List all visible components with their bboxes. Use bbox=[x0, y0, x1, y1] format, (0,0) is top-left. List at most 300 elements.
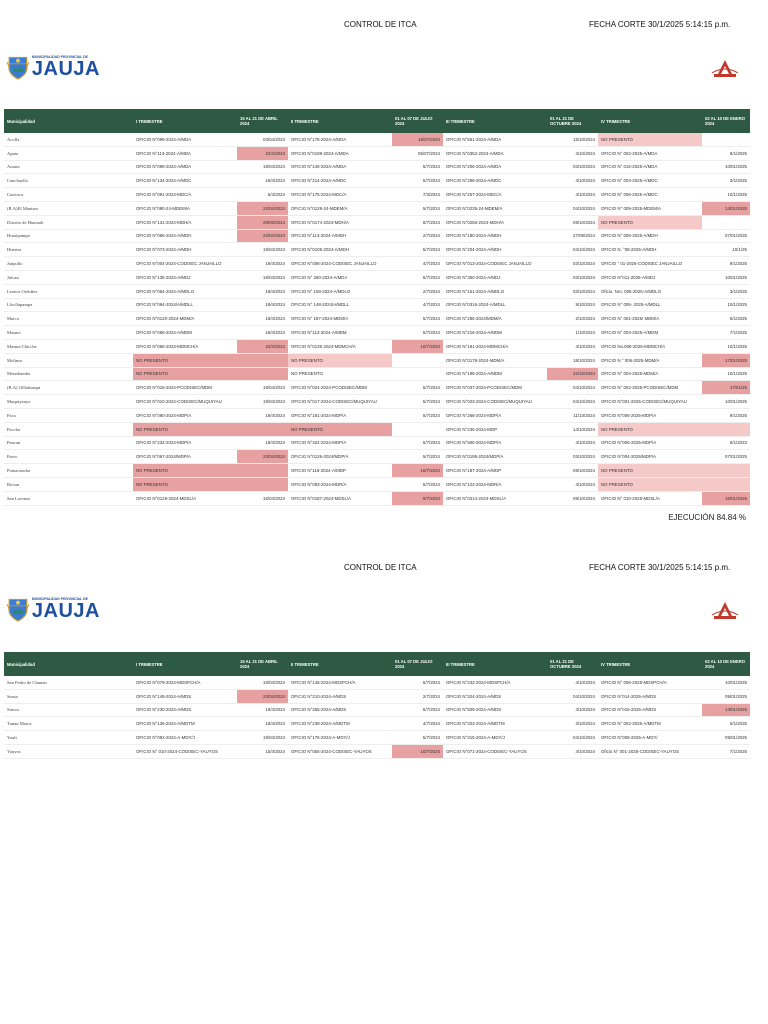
municipalidad-cell: Paccha bbox=[4, 422, 133, 436]
date-cell bbox=[392, 353, 443, 367]
table-row bbox=[4, 353, 750, 367]
oficio-cell: OFICIO N°011-2025-A/MDJ bbox=[598, 270, 702, 284]
oficio-cell: OFICIO N°073-2024-A/MDH bbox=[133, 243, 237, 257]
oficio-cell: NO PRESENTO bbox=[598, 464, 702, 478]
date-cell: 19/04/2024 bbox=[237, 381, 288, 395]
oficio-cell: OFICIO N ° 006-2025-MDM/A bbox=[598, 353, 702, 367]
municipalidad-cell: Parco bbox=[4, 450, 133, 464]
oficio-cell: OFICIO N°175-2024-MDC/A bbox=[288, 188, 392, 202]
date-cell: 3/10/2024 bbox=[547, 717, 598, 731]
logo-subtitle: MUNICIPALIDAD PROVINCIAL DE bbox=[31, 597, 88, 601]
oficio-cell: OFICIO N°191-2024-MDMCH/A bbox=[443, 339, 547, 353]
oficio-cell: OFICIO N° 010-2024-CODISEC-YAUYOS bbox=[133, 744, 237, 758]
oficio-cell: OFICIO N°198-2024-A/MDM bbox=[443, 367, 547, 381]
oficio-cell: OFICIO N° 005-2025-A/MDH bbox=[598, 229, 702, 243]
col-t1: I TRIMESTRE bbox=[133, 652, 237, 676]
date-cell bbox=[702, 477, 750, 491]
date-cell: 19/04/2024 bbox=[237, 731, 288, 745]
oficio-cell: OFICIO N°509-2024-A/MDS bbox=[443, 703, 547, 717]
oficio-cell: NO PRESENTO bbox=[133, 464, 237, 478]
logo-text: JAUJA bbox=[31, 600, 100, 622]
date-cell: 4/7/2024 bbox=[392, 717, 443, 731]
table-row bbox=[4, 160, 750, 174]
seal-icon bbox=[708, 56, 742, 80]
logo-text: JAUJA bbox=[31, 58, 100, 80]
date-cell: 19/4/2024 bbox=[237, 257, 288, 271]
oficio-cell: OFICIO N°067-2024/MDP/A bbox=[133, 450, 237, 464]
date-cell: 16/07/2024 bbox=[392, 133, 443, 146]
date-cell: 14/10/2024 bbox=[547, 422, 598, 436]
oficio-cell: OFICIO N°0256-2024-MDH/A bbox=[443, 215, 547, 229]
oficio-cell: OFICIO N°324-2024-A/MDS bbox=[443, 689, 547, 703]
table-row bbox=[4, 243, 750, 257]
oficio-cell: OFICIO N°004-2025/MDP/A bbox=[598, 450, 702, 464]
oficio-cell: OFICIO N°113-2024-A/MDM bbox=[288, 326, 392, 340]
col-t2: II TRIMESTRE bbox=[288, 109, 392, 133]
date-cell: 04/10/2024 bbox=[547, 731, 598, 745]
date-cell: 14/01/2025 bbox=[702, 201, 750, 215]
oficio-cell: OFICIO N° 002-2025-A/MDA bbox=[598, 146, 702, 160]
date-cell: 19/4/2024 bbox=[237, 312, 288, 326]
municipalidad-cell: San Pedro de Chunan bbox=[4, 676, 133, 689]
col-d1: 15 AL 21 DE ABRIL 2024 bbox=[237, 652, 288, 676]
jauja-logo-2 bbox=[6, 592, 100, 626]
date-cell: 16/04/2024 bbox=[237, 491, 288, 505]
col-t1: I TRIMESTRE bbox=[133, 109, 237, 133]
oficio-cell: OFICIO N° 003-2025-A/MDC bbox=[598, 174, 702, 188]
oficio-cell: OFICIO N°094-2024/A/MDLL bbox=[133, 298, 237, 312]
date-cell: 5/7/2024 bbox=[392, 676, 443, 689]
date-cell: 5/7/2024 bbox=[392, 381, 443, 395]
date-cell: 09/01/2025 bbox=[702, 731, 750, 745]
oficio-cell: OFICIO N°014-2025-A/MDS bbox=[598, 689, 702, 703]
date-cell: 2/7/2024 bbox=[392, 229, 443, 243]
date-cell: 18/10/2024 bbox=[547, 353, 598, 367]
date-cell bbox=[237, 422, 288, 436]
oficio-cell: NO PRESENTO bbox=[598, 422, 702, 436]
municipalidad-cell: Distrito de Huamali bbox=[4, 215, 133, 229]
municipalidad-cell: Ataura bbox=[4, 160, 133, 174]
oficio-cell: OFICIO N°204-2024-A/MDH bbox=[443, 243, 547, 257]
col-t4: IV TRIMESTRE bbox=[598, 652, 702, 676]
oficio-cell: OFICIO N° 004-2025-MDM/A bbox=[598, 367, 702, 381]
oficio-cell: OFICIO N°180-2024-A/MDH bbox=[443, 229, 547, 243]
oficio-cell: OFICIO N°350-2024-A/MDJ bbox=[443, 270, 547, 284]
date-cell: 8/7/2024 bbox=[392, 215, 443, 229]
oficio-cell: OFICIO N°134-2024-A/MDC bbox=[133, 174, 237, 188]
municipalidad-cell: Canchayllo bbox=[4, 174, 133, 188]
table-row bbox=[4, 491, 750, 505]
municipalidad-cell: Masma bbox=[4, 326, 133, 340]
oficio-cell: OFICIO N°230-2024-A/MDS bbox=[133, 703, 237, 717]
table-row bbox=[4, 450, 750, 464]
date-cell bbox=[702, 215, 750, 229]
oficio-cell: OFICIO N° 187-2024-MDM/A bbox=[288, 312, 392, 326]
date-cell: 4/10/2024 bbox=[547, 744, 598, 758]
oficio-cell: OFICIO N°210-2024-A/MDS bbox=[288, 689, 392, 703]
oficio-cell: OFICIO N°161-2024-MDP/A bbox=[288, 408, 392, 422]
col-t4: IV TRIMESTRE bbox=[598, 109, 702, 133]
date-cell bbox=[237, 353, 288, 367]
oficio-cell: OFICIO N°214-2024-A/MDC bbox=[288, 174, 392, 188]
oficio-cell: OFICIO N°551-2024-A/MDA bbox=[443, 133, 547, 146]
date-cell: 9/10/2024 bbox=[547, 298, 598, 312]
date-cell: 04/10/2024 bbox=[547, 395, 598, 409]
date-cell: 4/7/2024 bbox=[392, 257, 443, 271]
date-cell: 4/10/2024 bbox=[547, 339, 598, 353]
oficio-cell: OFICIO N°013-2024-CODISEC JANJAILLO bbox=[443, 257, 547, 271]
municipalidad-cell: (B.A)El Mantaro bbox=[4, 201, 133, 215]
oficio-cell: OFICIO N° 148-2024/A/MDLL bbox=[288, 298, 392, 312]
date-cell: 19/4/2024 bbox=[237, 284, 288, 298]
date-cell: 5/7/2024 bbox=[392, 201, 443, 215]
table-row bbox=[4, 174, 750, 188]
table-row bbox=[4, 339, 750, 353]
execution-percentage: EJECUCIÓN 84.84 % bbox=[668, 513, 746, 522]
date-cell: 4/10/2024 bbox=[547, 703, 598, 717]
oficio-cell: OFICIO N°015-2025-A/MDS bbox=[598, 703, 702, 717]
oficio-cell: OFICIO N°055-2024-CODISEC-YAUYOS bbox=[288, 744, 392, 758]
col-t3: III TRIMESTRE bbox=[443, 109, 547, 133]
oficio-cell: OFICIO N°024-2024-PCODISEC/MDM bbox=[288, 381, 392, 395]
oficio-cell: OFICIO N°0235-24-MDEM/A bbox=[443, 201, 547, 215]
date-cell: 04/10/2024 bbox=[547, 381, 598, 395]
itca-table-page1 bbox=[4, 109, 750, 506]
date-cell: 16/01/2025 bbox=[702, 491, 750, 505]
date-cell: 10/01/2025 bbox=[702, 160, 750, 174]
date-cell: 19/4/2024 bbox=[237, 703, 288, 717]
oficio-cell: OFICIO N°118-2024-A/MDP bbox=[288, 464, 392, 478]
table-row bbox=[4, 408, 750, 422]
table-row bbox=[4, 717, 750, 731]
oficio-cell: Oficio. Nro. 005-2025-A/MDLO bbox=[598, 284, 702, 298]
oficio-cell: OFICIO N°0195-2024/MDP/A bbox=[443, 450, 547, 464]
date-cell: 5/7/2024 bbox=[392, 243, 443, 257]
date-cell bbox=[237, 367, 288, 381]
municipalidad-cell: Curicaca bbox=[4, 188, 133, 202]
table-row bbox=[4, 367, 750, 381]
date-cell: 15/10/2024 bbox=[547, 133, 598, 146]
municipalidad-cell: Apata bbox=[4, 146, 133, 160]
logo-subtitle: MUNICIPALIDAD PROVINCIAL DE bbox=[31, 55, 88, 59]
date-cell: 10/1/2025 bbox=[702, 298, 750, 312]
date-cell: 03/04/2024 bbox=[237, 133, 288, 146]
oficio-cell: OFICIO N°175-2024-A/MDA bbox=[288, 133, 392, 146]
table-row bbox=[4, 395, 750, 409]
municipalidad-cell: Julcan bbox=[4, 270, 133, 284]
date-cell: 09/10/2024 bbox=[547, 491, 598, 505]
date-cell: 5/7/2024 bbox=[392, 408, 443, 422]
date-cell: 5/4/2024 bbox=[237, 188, 288, 202]
date-cell: 23/04/2024 bbox=[237, 689, 288, 703]
oficio-cell: NO PRESENTO bbox=[598, 477, 702, 491]
date-cell: 04/10/2024 bbox=[547, 201, 598, 215]
date-cell: 23/04/2024 bbox=[237, 450, 288, 464]
oficio-cell: OFICIO N°355-2024-A/MDS bbox=[288, 703, 392, 717]
date-cell: 04/10/2024 bbox=[547, 689, 598, 703]
itca-table-page2 bbox=[4, 652, 750, 759]
oficio-cell: OFICIO N° 006-2025-A/MDC bbox=[598, 188, 702, 202]
table-row bbox=[4, 381, 750, 395]
oficio-cell: OFICIO N°023-2024-CODISEC/MUQUIYAU bbox=[443, 395, 547, 409]
date-cell: 04/10/2024 bbox=[547, 243, 598, 257]
date-cell bbox=[702, 133, 750, 146]
oficio-cell: OFICIO N° 006- 2025-A/MDLL bbox=[598, 298, 702, 312]
oficio-cell: OFICIO N°0135-2024-MDMCH/A bbox=[288, 339, 392, 353]
col-d3: 01 AL 21 DE OCTUBRE 2024 bbox=[547, 652, 598, 676]
table-header-row bbox=[4, 109, 750, 133]
oficio-cell: OFICIO N°267-2024-MDC/A bbox=[443, 188, 547, 202]
date-cell: 05/07/2024 bbox=[392, 146, 443, 160]
date-cell: 6/1/2023 bbox=[702, 436, 750, 450]
oficio-cell: OFICIO No.006-2025-MDMCH/A bbox=[598, 339, 702, 353]
municipalidad-cell: Leonor Ordoñez bbox=[4, 284, 133, 298]
oficio-cell: NO PRESENTO bbox=[288, 367, 392, 381]
oficio-cell: NO PRESENTO bbox=[288, 353, 392, 367]
table-row bbox=[4, 229, 750, 243]
jauja-logo bbox=[6, 50, 100, 84]
oficio-cell: OFICIO N°0174-2024-MDH/A bbox=[288, 215, 392, 229]
date-cell: 18/4/2024 bbox=[237, 326, 288, 340]
col-d2: 01 AL 07 DE JULIO 2024 bbox=[392, 109, 443, 133]
oficio-cell: OFICIO N°146-2024-A/MDA bbox=[288, 160, 392, 174]
date-cell: 09/10/2024 bbox=[547, 215, 598, 229]
date-cell: 10/7/2024 bbox=[392, 744, 443, 758]
date-cell bbox=[392, 422, 443, 436]
oficio-cell: OFICIO N° 001-2025/ MDM/A bbox=[598, 312, 702, 326]
coat-of-arms-icon bbox=[6, 51, 30, 83]
date-cell: 03/10/2024 bbox=[547, 450, 598, 464]
municipalidad-cell: Sincos bbox=[4, 703, 133, 717]
table-row bbox=[4, 676, 750, 689]
oficio-cell: OFICIO N°091-2024-MDC/A bbox=[133, 188, 237, 202]
oficio-cell: OFICIO N°015-2024-PCODISEC/MDM bbox=[133, 381, 237, 395]
municipalidad-cell: Marco bbox=[4, 312, 133, 326]
oficio-cell: OFICIO N°099-2024-A/MDA bbox=[133, 133, 237, 146]
oficio-cell: OFICIO N°123-2024-MDR/A bbox=[443, 477, 547, 491]
seal-icon bbox=[708, 598, 742, 622]
date-cell: 5/7/2024 bbox=[392, 731, 443, 745]
date-cell: 4/10/2024 bbox=[547, 188, 598, 202]
oficio-cell: NO PRESENTO bbox=[133, 367, 237, 381]
date-cell: 18/4/2024 bbox=[237, 717, 288, 731]
municipalidad-cell: Paca bbox=[4, 408, 133, 422]
table-row bbox=[4, 689, 750, 703]
col-municipalidad: Municipalidad bbox=[4, 109, 133, 133]
municipalidad-cell: Janjaillo bbox=[4, 257, 133, 271]
date-cell: 9/1/2025 bbox=[702, 408, 750, 422]
date-cell: 15/4/2024 bbox=[237, 744, 288, 758]
oficio-cell: OFICIO N°135-2024-A/MDJ bbox=[133, 270, 237, 284]
table-row bbox=[4, 188, 750, 202]
date-cell: 10/1/2025 bbox=[702, 367, 750, 381]
date-cell: 22/04/2024 bbox=[237, 201, 288, 215]
table-row bbox=[4, 312, 750, 326]
oficio-cell: OFICIO N°232-2024-MDP/A bbox=[133, 436, 237, 450]
col-d4: 02 AL 10 DE ENERO 2024 bbox=[702, 109, 750, 133]
oficio-cell: OFICIO N°080-2024-MDP/A bbox=[133, 408, 237, 422]
date-cell: 4/10/2024 bbox=[547, 477, 598, 491]
date-cell: 10/7/2024 bbox=[392, 339, 443, 353]
oficio-cell: OFICIO N°113-2024-A/MDA bbox=[133, 146, 237, 160]
date-cell: 4/10/2024 bbox=[547, 174, 598, 188]
date-cell: 9/7/2024 bbox=[392, 491, 443, 505]
oficio-cell: OFICIO N°092-2024-A-MDY/J bbox=[133, 731, 237, 745]
date-cell: 19/04/2024 bbox=[237, 270, 288, 284]
table-row bbox=[4, 270, 750, 284]
date-cell: 2/7/2024 bbox=[392, 689, 443, 703]
oficio-cell: OFICIO N° 108-2024-A/MDLO bbox=[288, 284, 392, 298]
table-row bbox=[4, 133, 750, 146]
date-cell bbox=[392, 367, 443, 381]
oficio-cell: Oficio N° 001-2025-CODISEC-YAUYOS bbox=[598, 744, 702, 758]
oficio-cell: OFICIO N°080-24-MDEM/A bbox=[133, 201, 237, 215]
date-cell: 17/01/25 bbox=[702, 381, 750, 395]
oficio-cell: OFICIO N. °08-2025-A/MDH bbox=[598, 243, 702, 257]
date-cell: 22/04/2024 bbox=[237, 229, 288, 243]
date-cell: 5/7/2024 bbox=[392, 450, 443, 464]
municipalidad-cell: Monobamba bbox=[4, 367, 133, 381]
date-cell: 4/10/2024 bbox=[547, 676, 598, 689]
date-cell: 09/01/2025 bbox=[702, 689, 750, 703]
date-cell: 7/1/2025 bbox=[702, 744, 750, 758]
oficio-cell: OFICIO N°006-2025-MDP/A bbox=[598, 436, 702, 450]
date-cell: 2/7/2024 bbox=[392, 284, 443, 298]
date-cell: 3/1/2025 bbox=[702, 284, 750, 298]
date-cell: 27/09/2024 bbox=[547, 229, 598, 243]
oficio-cell: OFICIO N°071-2024-CODISEC-YAUYOS bbox=[443, 744, 547, 758]
date-cell: 4/10/2024 bbox=[547, 146, 598, 160]
oficio-cell: OFICIO N° 003-2025-A/MDM bbox=[598, 326, 702, 340]
date-cell: 5/7/2024 bbox=[392, 703, 443, 717]
oficio-cell: OFICIO N°268-2024-MDP/A bbox=[443, 408, 547, 422]
col-d2: 01 AL 07 DE JULIO 2024 bbox=[392, 652, 443, 676]
oficio-cell: OFICIO N°323-2024-A/MDTM bbox=[443, 717, 547, 731]
oficio-cell: OFICIO N°131-2024-MDH/A bbox=[133, 215, 237, 229]
date-cell: 13/01/2025 bbox=[702, 703, 750, 717]
table-row bbox=[4, 436, 750, 450]
oficio-cell: OFICIO N°001-2025-CODISEC/MUQUIYAU bbox=[598, 395, 702, 409]
oficio-cell: OFICIO N°113-2024-A/MDH bbox=[288, 229, 392, 243]
oficio-cell: OFICIO N° 009-2025-MDEM/A bbox=[598, 201, 702, 215]
date-cell: 5/7/2024 bbox=[392, 395, 443, 409]
col-municipalidad: Municipalidad bbox=[4, 652, 133, 676]
oficio-cell: OFICIO N°298-2024-A/MDC bbox=[443, 174, 547, 188]
oficio-cell: OFICIO ° 01-2025-CODISEC JANJAILLO bbox=[598, 257, 702, 271]
date-cell bbox=[237, 464, 288, 478]
date-cell: 18/4/2024 bbox=[237, 436, 288, 450]
municipalidad-cell: Molinos bbox=[4, 353, 133, 367]
oficio-cell: NO PRESENTO bbox=[133, 477, 237, 491]
oficio-cell: NO PRESENTO bbox=[598, 215, 702, 229]
table-row bbox=[4, 215, 750, 229]
oficio-cell: OFICIO N° 006-2025-MDSPCH/A bbox=[598, 676, 702, 689]
date-cell: 4/7/2024 bbox=[392, 298, 443, 312]
oficio-cell: OFICIO N°006-2025-MDP/A bbox=[598, 408, 702, 422]
oficio-cell: OFICIO N° 002-2025-PCODISEC/MDM bbox=[598, 381, 702, 395]
page-title-2: CONTROL DE ITCA bbox=[344, 563, 417, 572]
date-cell: 19/04/2024 bbox=[237, 243, 288, 257]
date-cell: 5/7/2024 bbox=[392, 160, 443, 174]
oficio-cell: OFICIO N°0128-2024-MDSL/A bbox=[133, 491, 237, 505]
municipalidad-cell: Ricran bbox=[4, 477, 133, 491]
oficio-cell: OFICIO N°066-2024-A/MDH bbox=[133, 229, 237, 243]
table-row bbox=[4, 731, 750, 745]
oficio-cell: OFICIO N°315-2024-A-MDY/J bbox=[443, 731, 547, 745]
oficio-cell: OFICIO N°0199-2024-A/MDA bbox=[288, 146, 392, 160]
oficio-cell: NO PRESENTO bbox=[133, 353, 237, 367]
coat-of-arms-icon bbox=[6, 593, 30, 625]
date-cell: 5/7/2024 bbox=[392, 174, 443, 188]
date-cell: 2/10/2024 bbox=[547, 312, 598, 326]
municipalidad-cell: Huaripampa bbox=[4, 229, 133, 243]
oficio-cell: OFICIO N°0178-2024-MDM/A bbox=[443, 353, 547, 367]
oficio-cell: OFICIO N°206-2024-A/MDA bbox=[443, 160, 547, 174]
oficio-cell: OFICIO N°187-2024-A/MDP bbox=[443, 464, 547, 478]
oficio-cell: OFICIO N°505-2024-MDP/A bbox=[443, 436, 547, 450]
oficio-cell: NO PRESENTO bbox=[133, 422, 237, 436]
date-cell: 5/7/2024 bbox=[392, 326, 443, 340]
municipalidad-cell: Sausa bbox=[4, 689, 133, 703]
oficio-cell: OFICIO N°0105-2024-A/MDH bbox=[288, 243, 392, 257]
table-row bbox=[4, 298, 750, 312]
oficio-cell: OFICIO N° 002-2025-A/MDTM bbox=[598, 717, 702, 731]
oficio-cell: OFICIO N°0120-2024-MDM/A bbox=[133, 312, 237, 326]
oficio-cell: OFICIO N°064-2024-A/MDLO bbox=[133, 284, 237, 298]
oficio-cell: OFICIO N°0352-2024-A/MDA bbox=[443, 146, 547, 160]
oficio-cell: OFICIO N°235-2024-MDP bbox=[443, 422, 547, 436]
date-cell: 09/10/2024 bbox=[547, 464, 598, 478]
oficio-cell: OFICIO N°232-2024-MDSPCH/A bbox=[443, 676, 547, 689]
col-d3: 01 AL 21 DE OCTUBRE 2024 bbox=[547, 109, 598, 133]
oficio-cell: OFICIO N°216-2024-A/MDM bbox=[443, 326, 547, 340]
date-cell: 11/10/2024 bbox=[547, 408, 598, 422]
oficio-cell: OFICIO N°176-2024-A-MDY/J bbox=[288, 731, 392, 745]
oficio-cell: OFICIO N°008-2024-CODISEC JANJAILLO bbox=[288, 257, 392, 271]
municipalidad-cell: Masma Chicche bbox=[4, 339, 133, 353]
date-cell: 7/3/2024 bbox=[392, 188, 443, 202]
oficio-cell: OFICIO N°0126-2024/MDP/A bbox=[288, 450, 392, 464]
oficio-cell: OFICIO N°0314-2024-MDSL/A bbox=[443, 491, 547, 505]
date-cell: 5/7/2024 bbox=[392, 312, 443, 326]
oficio-cell: OFICIO N°285-2024/MDM/A bbox=[443, 312, 547, 326]
oficio-cell: OFICIO N°238-2024-A/MDTM bbox=[288, 717, 392, 731]
table-row bbox=[4, 422, 750, 436]
date-cell: 22/4/2024 bbox=[237, 146, 288, 160]
municipalidad-cell: Yauyos bbox=[4, 744, 133, 758]
date-cell: 22/10/2024 bbox=[547, 367, 598, 381]
date-cell: 19/04/2024 bbox=[237, 676, 288, 689]
date-cell: 6/1/2025 bbox=[702, 312, 750, 326]
table-header-row bbox=[4, 652, 750, 676]
date-cell: 10/1/25 bbox=[702, 243, 750, 257]
oficio-cell: OFICIO N°0187-2024-MDSL/A bbox=[288, 491, 392, 505]
date-cell: 6/1/2025 bbox=[702, 717, 750, 731]
table-row bbox=[4, 284, 750, 298]
date-cell: 19/04/2024 bbox=[237, 160, 288, 174]
oficio-cell: OFICIO N° 015-2025-A/MDA bbox=[598, 160, 702, 174]
oficio-cell: OFICIO N°0316-2024-A/MDLL bbox=[443, 298, 547, 312]
date-cell: 19/4/2024 bbox=[237, 298, 288, 312]
oficio-cell: OFICIO N°099-2024-A/MDA bbox=[133, 160, 237, 174]
oficio-cell: OFICIO N°037-2024-PCODISEC/MDM bbox=[443, 381, 547, 395]
oficio-cell: OFICIO N°324-2024-MDP/A bbox=[288, 436, 392, 450]
date-cell: 8/1/2025 bbox=[702, 146, 750, 160]
date-cell: 1/10/2024 bbox=[547, 326, 598, 340]
page-title: CONTROL DE ITCA bbox=[344, 20, 417, 29]
oficio-cell: OFICIO N°136-2024-A/MDTM bbox=[133, 717, 237, 731]
table-row bbox=[4, 146, 750, 160]
